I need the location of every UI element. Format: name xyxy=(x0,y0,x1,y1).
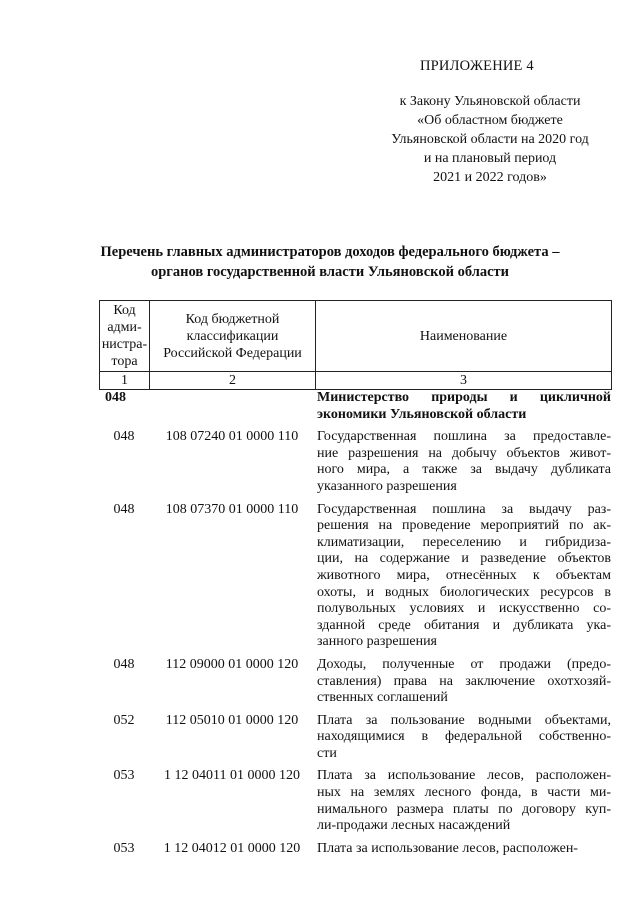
budget-code-cell: 1 12 04011 01 0000 120 xyxy=(164,768,300,784)
name-cell xyxy=(315,657,611,707)
name-line: решения на проведение мероприятий по ак- xyxy=(317,518,611,534)
name-line: ли-продажи лесных насаждений xyxy=(317,818,511,834)
name-line: зданной среде обитания и дубликата ука- xyxy=(317,617,611,633)
name-line: ние разрешения на добычу объектов живот- xyxy=(317,445,611,461)
table-row xyxy=(99,390,611,423)
name-line: сти xyxy=(317,745,337,761)
header-budget-code xyxy=(150,301,316,372)
name-line: Плата за пользование водными объектами, xyxy=(317,712,611,728)
admin-code-cell: 048 xyxy=(113,656,135,672)
table-row xyxy=(99,841,611,858)
budget-code-cell: 1 12 04012 01 0000 120 xyxy=(163,840,301,856)
name-line: Доходы, полученные от продажи (предо- xyxy=(317,656,611,672)
name-line: ставления) права на заключение охотхозяй- xyxy=(317,673,611,689)
budget-code-cell xyxy=(149,390,315,423)
name-line: Государственная пошлина за предоставле- xyxy=(317,429,611,445)
name-cell xyxy=(315,429,611,495)
name-line: ного мира, а также за выдачу дубликата xyxy=(317,462,611,478)
header-name xyxy=(316,301,612,372)
name-line: Министерство природы и цикличной xyxy=(317,390,611,405)
column-number: 1 xyxy=(100,372,150,390)
name-line: Плата за использование лесов, расположен- xyxy=(317,840,578,856)
law-reference-line: к Закону Ульяновской области xyxy=(399,94,581,109)
name-line: полувольных условиях и искусственно со- xyxy=(317,601,611,617)
header-admin-code xyxy=(100,301,150,372)
name-cell xyxy=(315,713,611,763)
name-line: ственных соглашений xyxy=(317,690,448,706)
table-row xyxy=(99,768,611,834)
header-text: нистра- xyxy=(101,337,148,352)
document-title xyxy=(80,242,580,282)
header-text: Наименование xyxy=(419,328,508,344)
name-line: охоты, и водных биологических ресурсов в xyxy=(317,584,611,600)
table-row xyxy=(99,657,611,707)
appendix-label: ПРИЛОЖЕНИЕ 4 xyxy=(420,58,534,74)
column-number: 2 xyxy=(150,372,316,390)
admin-code-cell: 048 xyxy=(113,501,135,517)
admin-code-cell: 048 xyxy=(105,390,126,405)
name-cell xyxy=(315,502,611,651)
budget-code-cell: 108 07240 01 0000 110 xyxy=(165,429,299,445)
name-line: находящимися в федеральной собственно- xyxy=(317,729,611,745)
name-line: Государственная пошлина за выдачу раз- xyxy=(317,501,611,517)
header-text: тора xyxy=(111,354,138,369)
law-reference xyxy=(370,92,610,187)
header-text: Российской Федерации xyxy=(163,345,302,361)
header-text: классификации xyxy=(186,328,279,344)
budget-code-cell: 112 09000 01 0000 120 xyxy=(165,656,299,672)
law-reference-line: Ульяновской области на 2020 год xyxy=(391,132,589,147)
table-body xyxy=(99,390,611,863)
name-line: нимального размера платы по договору куп- xyxy=(317,801,611,817)
name-line: ных на землях лесного фонда, в части ми- xyxy=(317,785,611,801)
law-reference-line: 2021 и 2022 годов» xyxy=(433,170,547,185)
admin-code-cell: 053 xyxy=(113,768,135,784)
table-header xyxy=(99,300,612,390)
name-line: экономики Ульяновской области xyxy=(317,406,527,422)
title-line: органов государственной власти Ульяновской области xyxy=(150,264,510,280)
name-cell xyxy=(315,841,611,858)
name-line: животного мира, отнесённых к объектам xyxy=(317,567,611,583)
name-cell xyxy=(315,768,611,834)
budget-code-cell: 108 07370 01 0000 110 xyxy=(165,501,299,517)
budget-code-cell: 112 05010 01 0000 120 xyxy=(165,712,299,728)
title-line: Перечень главных администраторов доходов федерального бюджета – xyxy=(100,244,560,260)
header-text: адми- xyxy=(107,320,142,335)
table-row xyxy=(99,502,611,651)
header-text: Код бюджетной xyxy=(185,311,280,327)
name-cell xyxy=(315,390,611,423)
law-reference-line: и на плановый период xyxy=(423,151,557,166)
table-row xyxy=(99,713,611,763)
name-line: Плата за использование лесов, расположен- xyxy=(317,768,611,784)
table-row xyxy=(99,429,611,495)
admin-code-cell: 048 xyxy=(113,429,135,445)
name-line: указанного разрешения xyxy=(317,478,457,494)
admin-code-cell: 052 xyxy=(113,712,135,728)
law-reference-line: «Об областном бюджете xyxy=(417,113,563,128)
admin-code-cell: 053 xyxy=(113,840,135,856)
name-line: занного разрешения xyxy=(317,634,437,650)
header-text: Код xyxy=(113,303,136,318)
name-line: климатизации, переселению и гибридиза- xyxy=(317,534,611,550)
column-number: 3 xyxy=(316,372,612,390)
name-line: ции, на содержание и разведение объектов xyxy=(317,551,611,567)
